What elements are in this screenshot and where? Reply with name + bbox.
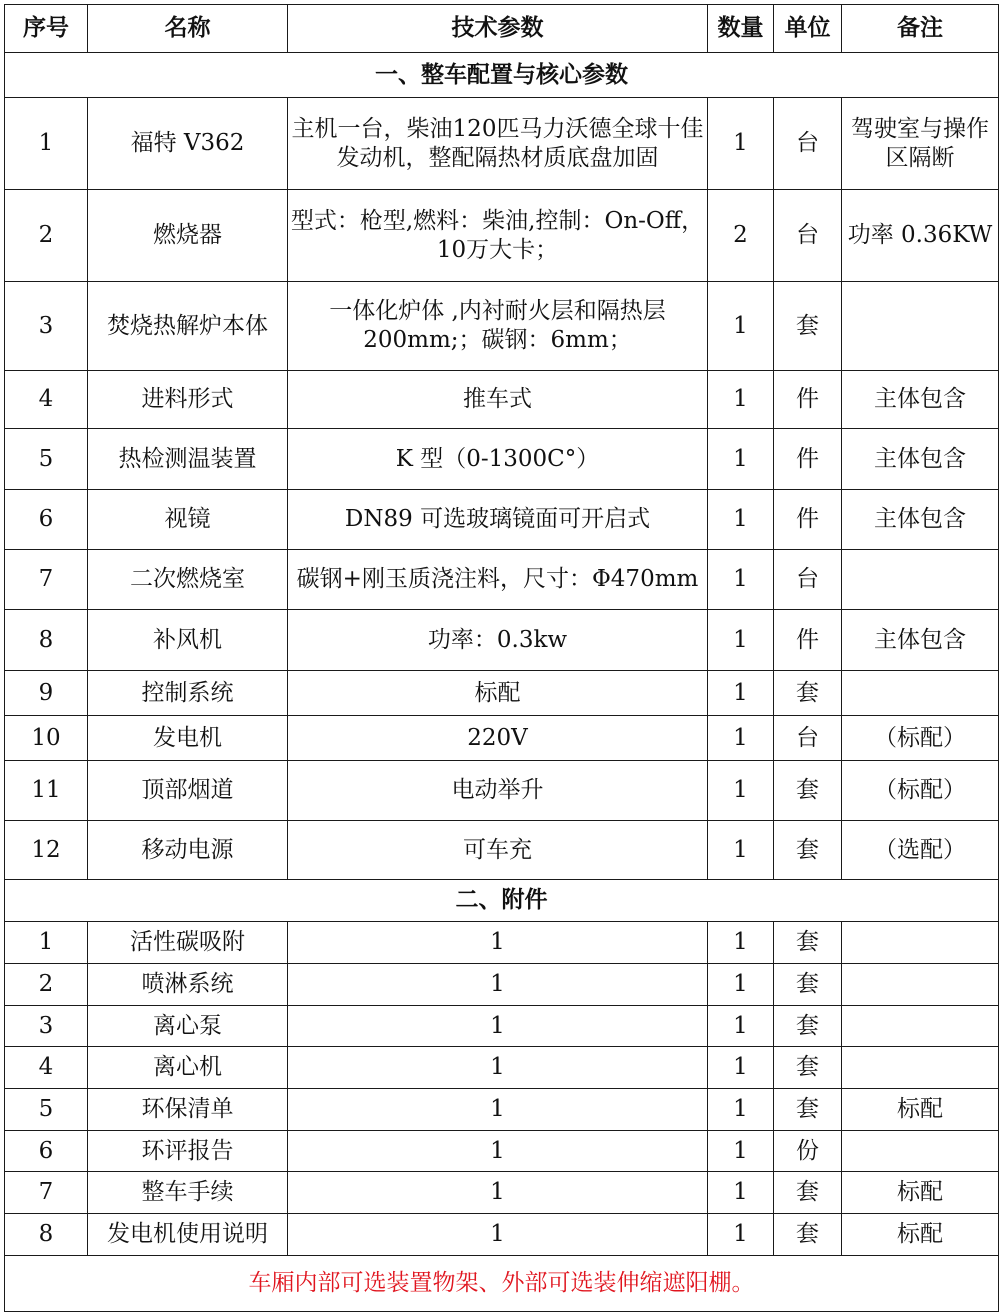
cell-remark: 标配 xyxy=(842,1089,999,1131)
cell-remark: （标配） xyxy=(842,716,999,761)
cell-unit: 套 xyxy=(774,964,842,1006)
cell-no: 7 xyxy=(5,550,88,610)
cell-spec: 1 xyxy=(288,1172,708,1214)
cell-unit: 套 xyxy=(774,1214,842,1256)
cell-name: 发电机 xyxy=(88,716,288,761)
cell-unit: 件 xyxy=(774,490,842,550)
cell-no: 8 xyxy=(5,610,88,671)
cell-qty: 1 xyxy=(708,761,774,821)
table-row xyxy=(5,1047,999,1089)
cell-remark: 主体包含 xyxy=(842,610,999,671)
cell-no: 11 xyxy=(5,761,88,821)
cell-name: 福特 V362 xyxy=(88,98,288,190)
cell-no: 9 xyxy=(5,671,88,716)
table-row xyxy=(5,671,999,716)
table-row xyxy=(5,761,999,821)
cell-unit: 套 xyxy=(774,922,842,964)
cell-no: 3 xyxy=(5,282,88,371)
cell-name: 焚烧热解炉本体 xyxy=(88,282,288,371)
cell-unit: 套 xyxy=(774,671,842,716)
cell-spec: 1 xyxy=(288,1089,708,1131)
cell-remark: 主体包含 xyxy=(842,371,999,429)
section-row xyxy=(5,53,999,98)
cell-name: 进料形式 xyxy=(88,371,288,429)
cell-remark: 功率 0.36KW xyxy=(842,190,999,282)
cell-qty: 1 xyxy=(708,1047,774,1089)
cell-remark: 主体包含 xyxy=(842,429,999,490)
cell-unit: 台 xyxy=(774,716,842,761)
table-row xyxy=(5,1089,999,1131)
header-row xyxy=(5,5,999,53)
cell-qty: 1 xyxy=(708,98,774,190)
table-row xyxy=(5,716,999,761)
cell-spec: 1 xyxy=(288,1131,708,1172)
cell-unit: 套 xyxy=(774,282,842,371)
table-row xyxy=(5,610,999,671)
cell-no: 12 xyxy=(5,821,88,880)
cell-qty: 1 xyxy=(708,371,774,429)
header-qty: 数量 xyxy=(708,5,774,53)
cell-qty: 1 xyxy=(708,1214,774,1256)
cell-qty: 2 xyxy=(708,190,774,282)
cell-name: 环评报告 xyxy=(88,1131,288,1172)
cell-unit: 套 xyxy=(774,1006,842,1047)
cell-unit: 份 xyxy=(774,1131,842,1172)
cell-spec: 电动举升 xyxy=(288,761,708,821)
cell-qty: 1 xyxy=(708,1172,774,1214)
cell-qty: 1 xyxy=(708,429,774,490)
cell-spec: 1 xyxy=(288,964,708,1006)
section-row xyxy=(5,880,999,922)
cell-spec: DN89 可选玻璃镜面可开启式 xyxy=(288,490,708,550)
cell-spec: 1 xyxy=(288,1047,708,1089)
cell-name: 喷淋系统 xyxy=(88,964,288,1006)
table-row xyxy=(5,429,999,490)
cell-no: 4 xyxy=(5,1047,88,1089)
cell-unit: 套 xyxy=(774,1172,842,1214)
cell-name: 活性碳吸附 xyxy=(88,922,288,964)
cell-no: 1 xyxy=(5,922,88,964)
table-row xyxy=(5,922,999,964)
cell-name: 燃烧器 xyxy=(88,190,288,282)
cell-spec: 可车充 xyxy=(288,821,708,880)
cell-name: 顶部烟道 xyxy=(88,761,288,821)
cell-qty: 1 xyxy=(708,550,774,610)
cell-qty: 1 xyxy=(708,821,774,880)
cell-remark xyxy=(842,922,999,964)
cell-remark: 标配 xyxy=(842,1172,999,1214)
table-row xyxy=(5,550,999,610)
cell-remark xyxy=(842,1131,999,1172)
cell-spec: 1 xyxy=(288,922,708,964)
cell-remark: 驾驶室与操作区隔断 xyxy=(842,98,999,190)
cell-remark xyxy=(842,671,999,716)
cell-qty: 1 xyxy=(708,964,774,1006)
table-row xyxy=(5,1006,999,1047)
cell-no: 6 xyxy=(5,490,88,550)
cell-remark xyxy=(842,1006,999,1047)
cell-qty: 1 xyxy=(708,1089,774,1131)
cell-unit: 件 xyxy=(774,429,842,490)
spec-table xyxy=(4,4,999,1312)
footer-note: 车厢内部可选装置物架、外部可选装伸缩遮阳棚。 xyxy=(5,1256,999,1312)
cell-no: 8 xyxy=(5,1214,88,1256)
cell-name: 整车手续 xyxy=(88,1172,288,1214)
cell-no: 4 xyxy=(5,371,88,429)
header-unit: 单位 xyxy=(774,5,842,53)
cell-no: 6 xyxy=(5,1131,88,1172)
cell-unit: 台 xyxy=(774,98,842,190)
cell-name: 移动电源 xyxy=(88,821,288,880)
cell-spec: 功率：0.3kw xyxy=(288,610,708,671)
cell-unit: 件 xyxy=(774,610,842,671)
section-title: 二、附件 xyxy=(5,880,999,922)
cell-remark xyxy=(842,550,999,610)
cell-no: 10 xyxy=(5,716,88,761)
cell-no: 7 xyxy=(5,1172,88,1214)
cell-spec: 推车式 xyxy=(288,371,708,429)
table-row xyxy=(5,1172,999,1214)
cell-no: 5 xyxy=(5,1089,88,1131)
table-row xyxy=(5,821,999,880)
table-row xyxy=(5,282,999,371)
cell-qty: 1 xyxy=(708,1131,774,1172)
table-row xyxy=(5,1131,999,1172)
table-row xyxy=(5,190,999,282)
cell-no: 1 xyxy=(5,98,88,190)
cell-spec: 1 xyxy=(288,1214,708,1256)
header-name: 名称 xyxy=(88,5,288,53)
cell-unit: 台 xyxy=(774,190,842,282)
cell-name: 二次燃烧室 xyxy=(88,550,288,610)
cell-name: 离心泵 xyxy=(88,1006,288,1047)
cell-spec: 主机一台，柴油120匹马力沃德全球十佳发动机，整配隔热材质底盘加固 xyxy=(288,98,708,190)
cell-name: 环保清单 xyxy=(88,1089,288,1131)
cell-remark: （选配） xyxy=(842,821,999,880)
footer-row xyxy=(5,1256,999,1312)
cell-spec: 碳钢+刚玉质浇注料，尺寸：Φ470mm xyxy=(288,550,708,610)
cell-spec: 标配 xyxy=(288,671,708,716)
cell-name: 控制系统 xyxy=(88,671,288,716)
cell-no: 2 xyxy=(5,190,88,282)
header-no: 序号 xyxy=(5,5,88,53)
table-row xyxy=(5,371,999,429)
cell-remark: 标配 xyxy=(842,1214,999,1256)
cell-qty: 1 xyxy=(708,922,774,964)
cell-qty: 1 xyxy=(708,610,774,671)
cell-unit: 套 xyxy=(774,761,842,821)
cell-name: 发电机使用说明 xyxy=(88,1214,288,1256)
cell-unit: 套 xyxy=(774,1089,842,1131)
section-title: 一、整车配置与核心参数 xyxy=(5,53,999,98)
cell-no: 2 xyxy=(5,964,88,1006)
cell-spec: 型式：枪型,燃料：柴油,控制：On-Off，10万大卡； xyxy=(288,190,708,282)
table-row xyxy=(5,964,999,1006)
cell-qty: 1 xyxy=(708,490,774,550)
cell-unit: 件 xyxy=(774,371,842,429)
cell-remark xyxy=(842,282,999,371)
cell-name: 热检测温装置 xyxy=(88,429,288,490)
cell-no: 5 xyxy=(5,429,88,490)
cell-qty: 1 xyxy=(708,282,774,371)
header-spec: 技术参数 xyxy=(288,5,708,53)
cell-unit: 套 xyxy=(774,821,842,880)
cell-spec: 1 xyxy=(288,1006,708,1047)
table-row xyxy=(5,1214,999,1256)
cell-qty: 1 xyxy=(708,716,774,761)
cell-remark: 主体包含 xyxy=(842,490,999,550)
cell-name: 离心机 xyxy=(88,1047,288,1089)
cell-unit: 台 xyxy=(774,550,842,610)
table-row xyxy=(5,98,999,190)
cell-spec: K 型（0-1300C°） xyxy=(288,429,708,490)
cell-qty: 1 xyxy=(708,1006,774,1047)
cell-spec: 220V xyxy=(288,716,708,761)
header-remark: 备注 xyxy=(842,5,999,53)
table-row xyxy=(5,490,999,550)
cell-name: 视镜 xyxy=(88,490,288,550)
cell-qty: 1 xyxy=(708,671,774,716)
cell-remark xyxy=(842,964,999,1006)
cell-unit: 套 xyxy=(774,1047,842,1089)
cell-spec: 一体化炉体 ,内衬耐火层和隔热层200mm;；碳钢：6mm； xyxy=(288,282,708,371)
cell-name: 补风机 xyxy=(88,610,288,671)
cell-no: 3 xyxy=(5,1006,88,1047)
cell-remark: （标配） xyxy=(842,761,999,821)
cell-remark xyxy=(842,1047,999,1089)
